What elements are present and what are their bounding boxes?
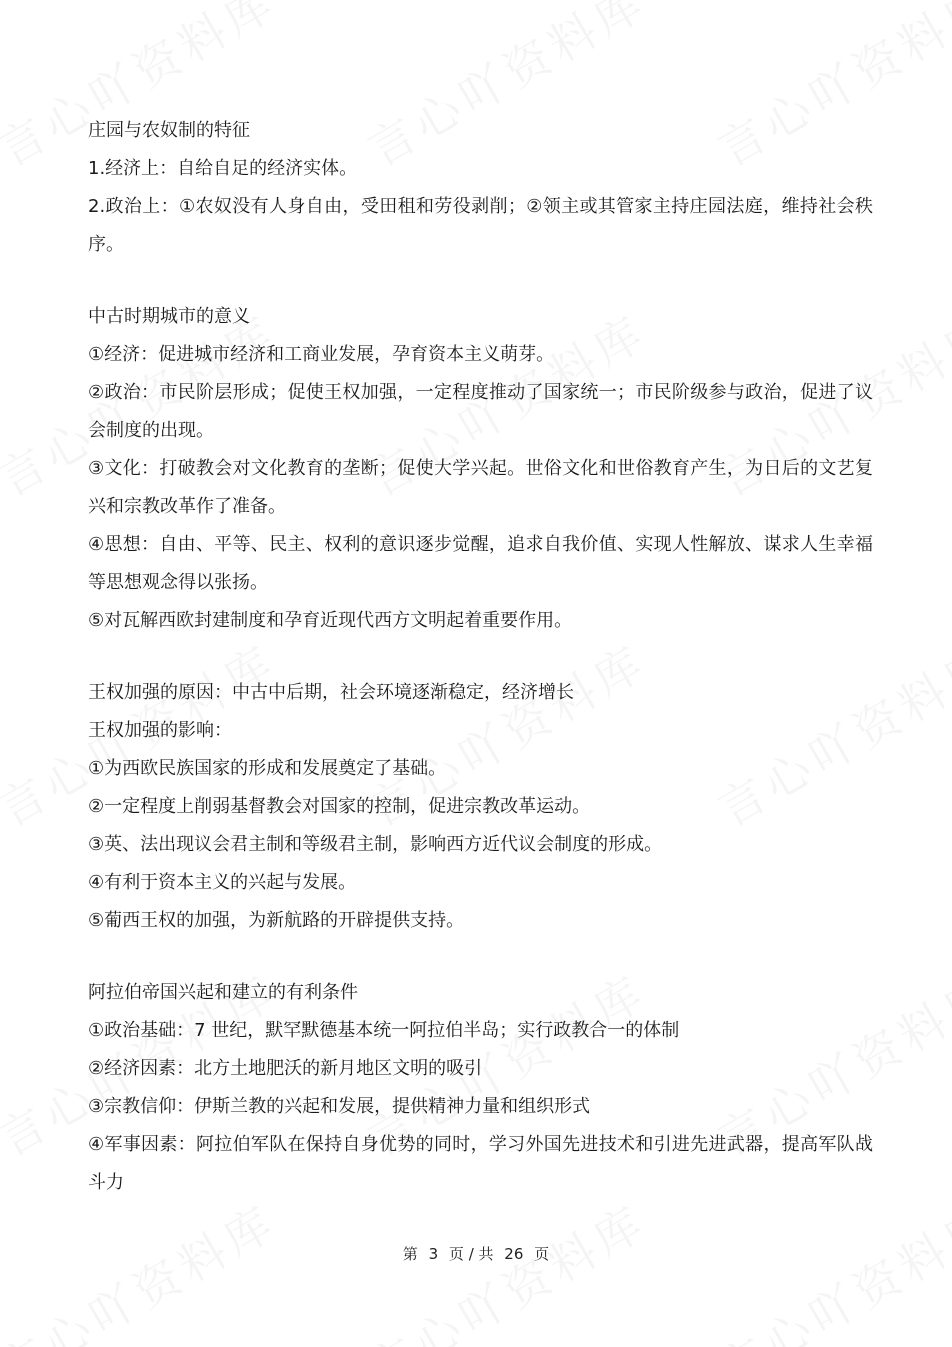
section-heading: 阿拉伯帝国兴起和建立的有利条件 [88,982,358,1003]
subheading: 王权加强的影响： [88,720,232,741]
list-item: ④思想：自由、平等、民主、权利的意识逐步觉醒，追求自我价值、实现人性解放、谋求人生幸福等思想观念得以张扬。 [88,534,873,593]
section-heading: 王权加强的原因：中古中后期，社会环境逐渐稳定，经济增长 [88,682,574,703]
footer-total-pages: 26 [504,1245,524,1263]
list-item: ②政治：市民阶层形成；促使王权加强，一定程度推动了国家统一；市民阶级参与政治，促进了议会制度的出现。 [88,382,873,441]
list-item: ①为西欧民族国家的形成和发展奠定了基础。 [88,758,447,779]
list-item: ③英、法出现议会君主制和等级君主制，影响西方近代议会制度的形成。 [88,834,663,855]
list-item: ④军事因素：阿拉伯军队在保持自身优势的同时，学习外国先进技术和引进先进武器，提高军队战斗力 [88,1134,873,1193]
list-item: ⑤对瓦解西欧封建制度和孕育近现代西方文明起着重要作用。 [88,610,573,631]
list-item: ②一定程度上削弱基督教会对国家的控制，促进宗教改革运动。 [88,796,591,817]
section-manor-serfdom [88,112,873,264]
list-item: ④有利于资本主义的兴起与发展。 [88,872,357,893]
list-item: ⑤葡西王权的加强，为新航路的开辟提供支持。 [88,910,465,931]
page-footer [0,1243,952,1264]
section-arab-empire [88,974,873,1202]
footer-middle: 页 / 共 [448,1245,494,1263]
document-body [88,112,873,1236]
section-heading: 庄园与农奴制的特征 [88,120,250,141]
list-item: ③文化：打破教会对文化教育的垄断；促使大学兴起。世俗文化和世俗教育产生，为日后的文艺复兴和宗教改革作了准备。 [88,458,873,517]
footer-prefix: 第 [402,1245,418,1263]
footer-suffix: 页 [534,1245,550,1263]
list-item: 1.经济上：自给自足的经济实体。 [88,158,358,179]
list-item: 2.政治上：①农奴没有人身自由，受田租和劳役剥削；②领主或其管家主持庄园法庭，维持社会秩序。 [88,196,873,255]
list-item: ③宗教信仰：伊斯兰教的兴起和发展，提供精神力量和组织形式 [88,1096,591,1117]
section-medieval-cities [88,298,873,640]
list-item: ①政治基础：7 世纪，默罕默德基本统一阿拉伯半岛；实行政教合一的体制 [88,1020,680,1041]
list-item: ②经济因素：北方土地肥沃的新月地区文明的吸引 [88,1058,483,1079]
footer-page-number: 3 [428,1245,439,1263]
section-heading: 中古时期城市的意义 [88,306,250,327]
section-royal-power [88,674,873,940]
list-item: ①经济：促进城市经济和工商业发展，孕育资本主义萌芽。 [88,344,555,365]
